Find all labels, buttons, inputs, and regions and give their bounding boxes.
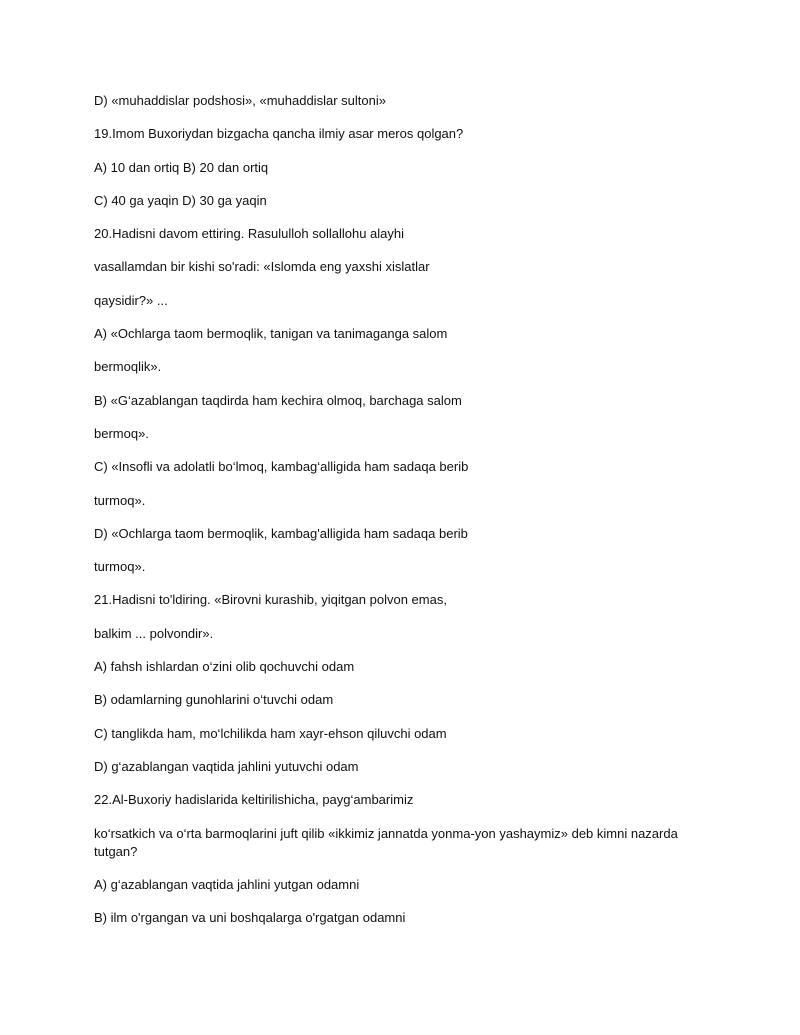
answer-option-d-q18: D) «muhaddislar podshosi», «muhaddislar sultoni» (94, 93, 386, 108)
answer-option-c-q20-line-2: turmoq». (94, 492, 146, 508)
answer-option-d-q20-line-2: turmoq». (94, 559, 146, 575)
answer-option-b-q20-line-1: B) «G‘azablangan taqdirda ham kechira olmoq, barchaga salom (94, 392, 462, 408)
question-21-line-2: balkim ... polvondir». (94, 625, 214, 641)
answer-option-a-q20-line-1: A) «Ochlarga taom bermoqlik, tanigan va tanimaganga salom (94, 326, 448, 342)
document-page (94, 92, 714, 942)
question-20-line-2: vasallamdan bir kishi so'radi: «Islomda eng yaxshi xislatlar (94, 259, 430, 275)
answer-options-c-d-q19: C) 40 ga yaqin D) 30 ga yaqin (94, 192, 267, 208)
question-20-line-3: qaysidir?» ... (94, 292, 168, 308)
question-22-line-2: ko‘rsatkich va o‘rta barmoqlarini juft qilib «ikkimiz jannatda yonma-yon yashaymiz» deb kimni nazarda tutgan? (94, 825, 678, 859)
question-20-line-1: 20.Hadisni davom ettiring. Rasululloh sollallohu alayhi (94, 226, 405, 242)
answer-option-b-q21: B) odamlarning gunohlarini o‘tuvchi odam (94, 692, 334, 708)
question-22-line-1: 22.Al-Buxoriy hadislarida keltirilishicha, payg‘ambarimiz (94, 792, 414, 808)
answer-option-b-q20-line-2: bermoq». (94, 425, 149, 441)
question-19: 19.Imom Buxoriydan bizgacha qancha ilmiy asar meros qolgan? (94, 126, 464, 142)
answer-option-a-q22: A) g‘azablangan vaqtida jahlini yutgan odamni (94, 876, 360, 892)
answer-option-a-q21: A) fahsh ishlardan o‘zini olib qochuvchi odam (94, 659, 355, 675)
answer-option-c-q21: C) tanglikda ham, mo‘lchilikda ham xayr-ehson qiluvchi odam (94, 725, 447, 741)
answer-option-d-q20-line-1: D) «Ochlarga taom bermoqlik, kambag'alligida ham sadaqa berib (94, 525, 468, 541)
answer-option-a-q20-line-2: bermoqlik». (94, 359, 162, 375)
question-21-line-1: 21.Hadisni to'ldiring. «Birovni kurashib, yiqitgan polvon emas, (94, 592, 447, 608)
answer-option-b-q22: B) ilm o'rgangan va uni boshqalarga o'rgatgan odamni (94, 910, 406, 926)
answer-option-d-q21: D) g‘azablangan vaqtida jahlini yutuvchi odam (94, 758, 359, 774)
answer-options-a-b-q19: A) 10 dan ortiq B) 20 dan ortiq (94, 159, 269, 175)
answer-option-c-q20-line-1: C) «Insofli va adolatli bo‘lmoq, kambag‘alligida ham sadaqa berib (94, 459, 469, 475)
